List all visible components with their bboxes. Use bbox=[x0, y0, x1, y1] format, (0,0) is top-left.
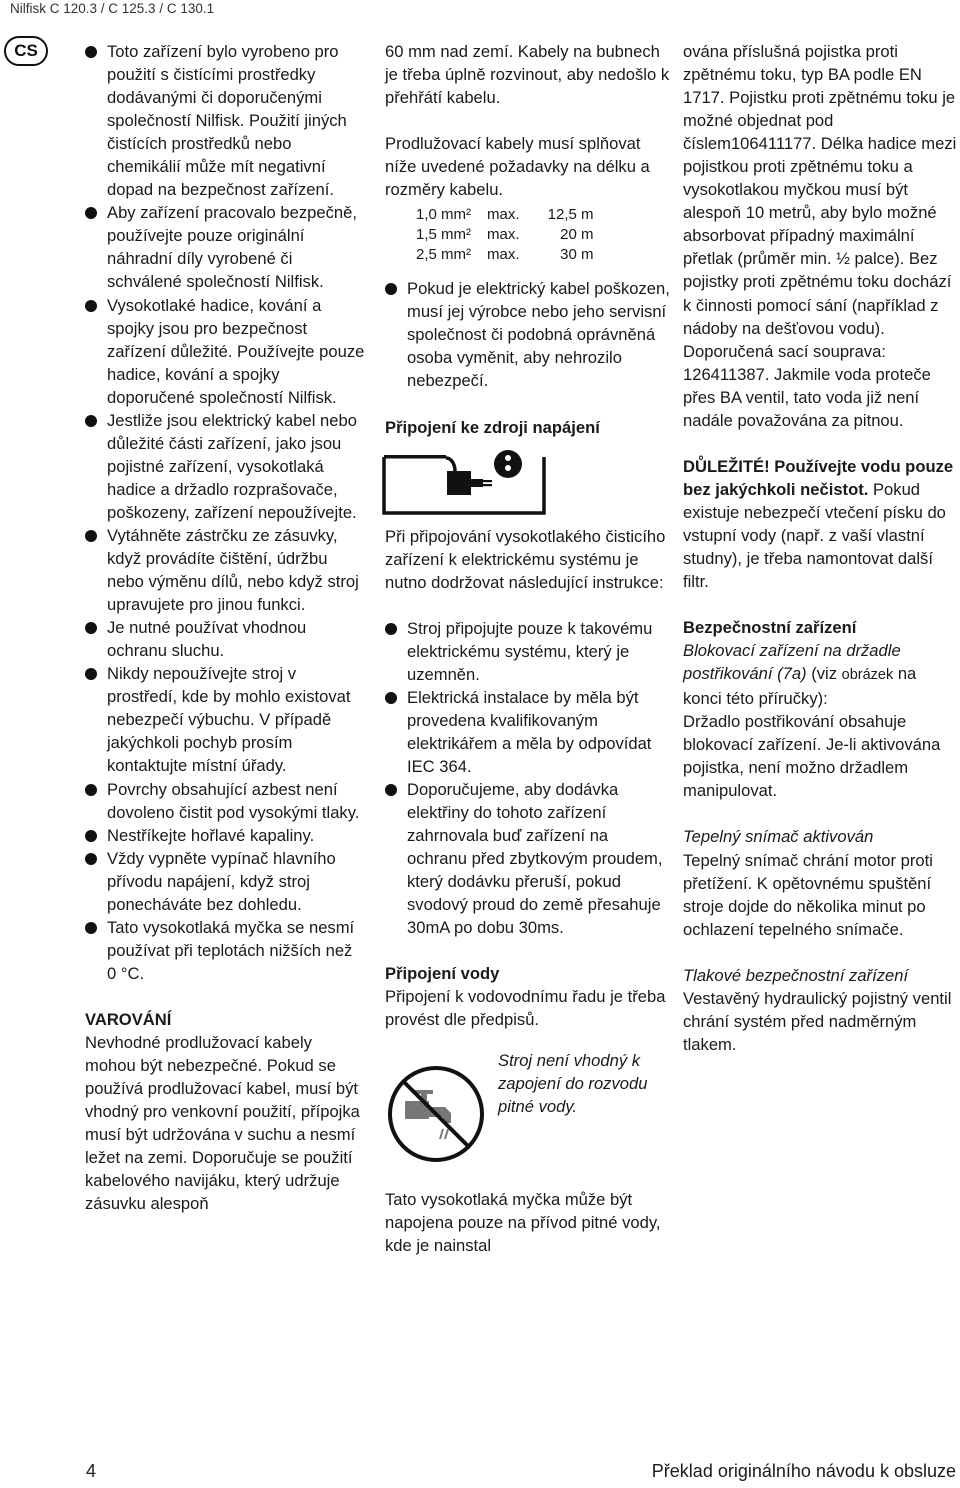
warning-text: Nevhodné prodlužovací kabely mohou být nebezpečné. Pokud se používá prodlužovací kabel, musí být vhodný pro venkovní použití, přípojka musí být udržována v suchu a nesmí ležet na zemi. Doporučuje se použití kabelového navijáku, který udržuje zásuvku alespoň bbox=[85, 1032, 360, 1214]
lock-ref-figure: obrázek bbox=[841, 667, 894, 684]
warning-heading: VAROVÁNÍ bbox=[85, 1009, 172, 1029]
lock-title: Blokovací zařízení na držadle postřikování (7a) bbox=[683, 641, 901, 684]
lock-text: Držadlo postřikování obsahuje blokovací zařízení. Je-li aktivována pojistka, není možno držadlem manipulovat. bbox=[683, 712, 941, 801]
safety-bullet: Stroj připojujte pouze k takovému elektrickému systému, který je uzemněn. bbox=[385, 617, 670, 686]
cable-length: 30 m bbox=[560, 246, 594, 264]
power-plug-icon bbox=[381, 447, 549, 519]
water-heading: Připojení vody bbox=[385, 964, 500, 984]
safety-bullet: Aby zařízení pracovalo bezpečně, používejte pouze originální náhradní díly vyrobené či schválené společností Nilfisk. bbox=[85, 201, 365, 293]
cable-max: max. bbox=[487, 226, 520, 244]
safety-bullet: Vytáhněte zástrčku ze zásuvky, když provádíte čištění, údržbu nebo výměnu dílů, nebo když stroj upravujete pro jinou funkci. bbox=[85, 524, 365, 616]
safety-bullet: Vždy vypněte vypínač hlavního přívodu napájení, když stroj ponecháváte bez dohledu. bbox=[85, 847, 365, 916]
lock-ref: (viz bbox=[806, 664, 842, 684]
column-2 bbox=[385, 40, 670, 1257]
footer-title: Překlad originálního návodu k obsluze bbox=[651, 1461, 956, 1481]
paragraph: Tato vysokotlaká myčka může být napojena pouze na přívod pitné vody, kde je nainstal bbox=[385, 1189, 661, 1255]
paragraph: ována příslušná pojistka proti zpětnému toku, typ BA podle EN 1717. Pojistku proti zpětnému toku je možné objednat pod číslem106411177. Délka hadice mezi pojistkou proti zpětnému toku a vysokotlakou myčkou musí být alespoň 10 metrů, aby bylo možné absorbovat případný maximální přetlak (průměr min. ½ palce). Bez pojistky proti zpětnému toku dochází k činnosti pomocí sání (například z nádoby na dešťovou vodu). Doporučená sací souprava: 126411387. Jakmile voda proteče přes BA ventil, tato voda již není nadále považována za pitnou. bbox=[683, 42, 957, 430]
safety-bullet: Jestliže jsou elektrický kabel nebo důležité části zařízení, jako jsou pojistné zařízení, vysokotlaká hadice a držadlo rozprašovače, poškozeny, zařízení nepoužívejte. bbox=[85, 409, 365, 524]
pressure-text: Vestavěný hydraulický pojistný ventil chrání systém před nadměrným tlakem. bbox=[683, 988, 952, 1054]
safety-bullet: Je nutné používat vhodnou ochranu sluchu. bbox=[85, 616, 365, 662]
no-drinking-water-block bbox=[385, 1049, 670, 1165]
safety-bullet: Povrchy obsahující azbest není dovoleno čistit pod vysokými tlaky. bbox=[85, 778, 365, 824]
lock-device-title bbox=[683, 639, 958, 710]
safety-bullet: Vysokotlaké hadice, kování a spojky jsou pro bezpečnost zařízení důležité. Používejte pouze hadice, kování a spojky doporučené společností Nilfisk. bbox=[85, 294, 365, 409]
header-model: Nilfisk C 120.3 / C 125.3 / C 130.1 bbox=[10, 1, 215, 16]
safety-bullet: Nikdy nepoužívejte stroj v prostředí, kde by mohlo existovat nebezpečí výbuchu. V případě jakýchkoli pochyb prosím kontaktujte místní úřady. bbox=[85, 662, 365, 777]
table-row bbox=[416, 205, 594, 225]
safety-bullet: Elektrická instalace by měla být provedena kvalifikovaným elektrikářem a měla by odpovídat IEC 364. bbox=[385, 686, 670, 778]
important-note bbox=[683, 455, 958, 593]
safety-bullet: Nestříkejte hořlavé kapaliny. bbox=[85, 824, 365, 847]
cable-size: 1,0 mm² bbox=[416, 206, 472, 224]
safety-bullet: Doporučujeme, aby dodávka elektřiny do tohoto zařízení zahrnovala buď zařízení na ochranu před zbytkovým proudem, který dodávku přeruší, pokud svodový proud do země přesahuje 30mA po dobu 30ms. bbox=[385, 778, 670, 939]
cable-max: max. bbox=[487, 246, 520, 264]
water-note: Stroj není vhodný k zapojení do rozvodu pitné vody. bbox=[498, 1050, 648, 1116]
safety-bullet: Pokud je elektrický kabel poškozen, musí jej výrobce nebo jeho servisní společnost či podobná oprávněná osoba vyměnit, aby nehrozilo nebezpečí. bbox=[385, 277, 670, 392]
table-row bbox=[416, 225, 594, 245]
cable-size: 1,5 mm² bbox=[416, 226, 472, 244]
safety-bullet: Toto zařízení bylo vyrobeno pro použití s čistícími prostředky dodávanými či doporučenými společností Nilfisk. Použití jiných čistících prostředků nebo chemikálií může mít negativní dopad na bezpečnost zařízení. bbox=[85, 40, 365, 201]
thermal-title: Tepelný snímač aktivován bbox=[683, 827, 874, 847]
water-text: Připojení k vodovodnímu řadu je třeba provést dle předpisů. bbox=[385, 987, 666, 1030]
cable-table bbox=[416, 205, 594, 265]
cable-length: 20 m bbox=[560, 226, 594, 244]
power-heading: Připojení ke zdroji napájení bbox=[385, 417, 600, 437]
cable-max: max. bbox=[487, 206, 520, 224]
safety-devices-heading: Bezpečnostní zařízení bbox=[683, 618, 857, 638]
paragraph: 60 mm nad zemí. Kabely na bubnech je třeba úplně rozvinout, aby nedošlo k přehřátí kabelu. bbox=[385, 42, 670, 108]
page-number: 4 bbox=[86, 1461, 97, 1481]
power-text: Při připojování vysokotlakého čisticího zařízení k elektrickému systému je nutno dodržovat následující instrukce: bbox=[385, 526, 666, 592]
safety-bullet: Tato vysokotlaká myčka se nesmí používat při teplotách nižších než 0 °C. bbox=[85, 916, 365, 985]
column-1 bbox=[85, 40, 365, 1215]
column-3 bbox=[683, 40, 958, 1056]
important-rest: Pokud existuje nebezpečí vtečení písku do vstupní vody (např. z vaší vlastní studny), je třeba namontovat další filtr. bbox=[683, 479, 946, 592]
table-row bbox=[416, 245, 594, 265]
pressure-title: Tlakové bezpečnostní zařízení bbox=[683, 965, 909, 985]
thermal-text: Tepelný snímač chrání motor proti přetížení. K opětovnému spuštění stroje dojde do několika minut po ochlazení tepelného snímače. bbox=[683, 850, 933, 939]
important-bold: DŮLEŽITÉ! Používejte vodu pouze bez jakýchkoli nečistot. bbox=[683, 456, 954, 499]
paragraph: Prodlužovací kabely musí splňovat níže uvedené požadavky na délku a rozměry kabelu. bbox=[385, 134, 650, 200]
language-badge: CS bbox=[4, 36, 48, 66]
no-drinking-water-icon bbox=[385, 1063, 487, 1165]
cable-size: 2,5 mm² bbox=[416, 246, 472, 264]
lock-ref: na konci této příručky): bbox=[683, 664, 917, 709]
cable-length: 12,5 m bbox=[547, 206, 594, 224]
